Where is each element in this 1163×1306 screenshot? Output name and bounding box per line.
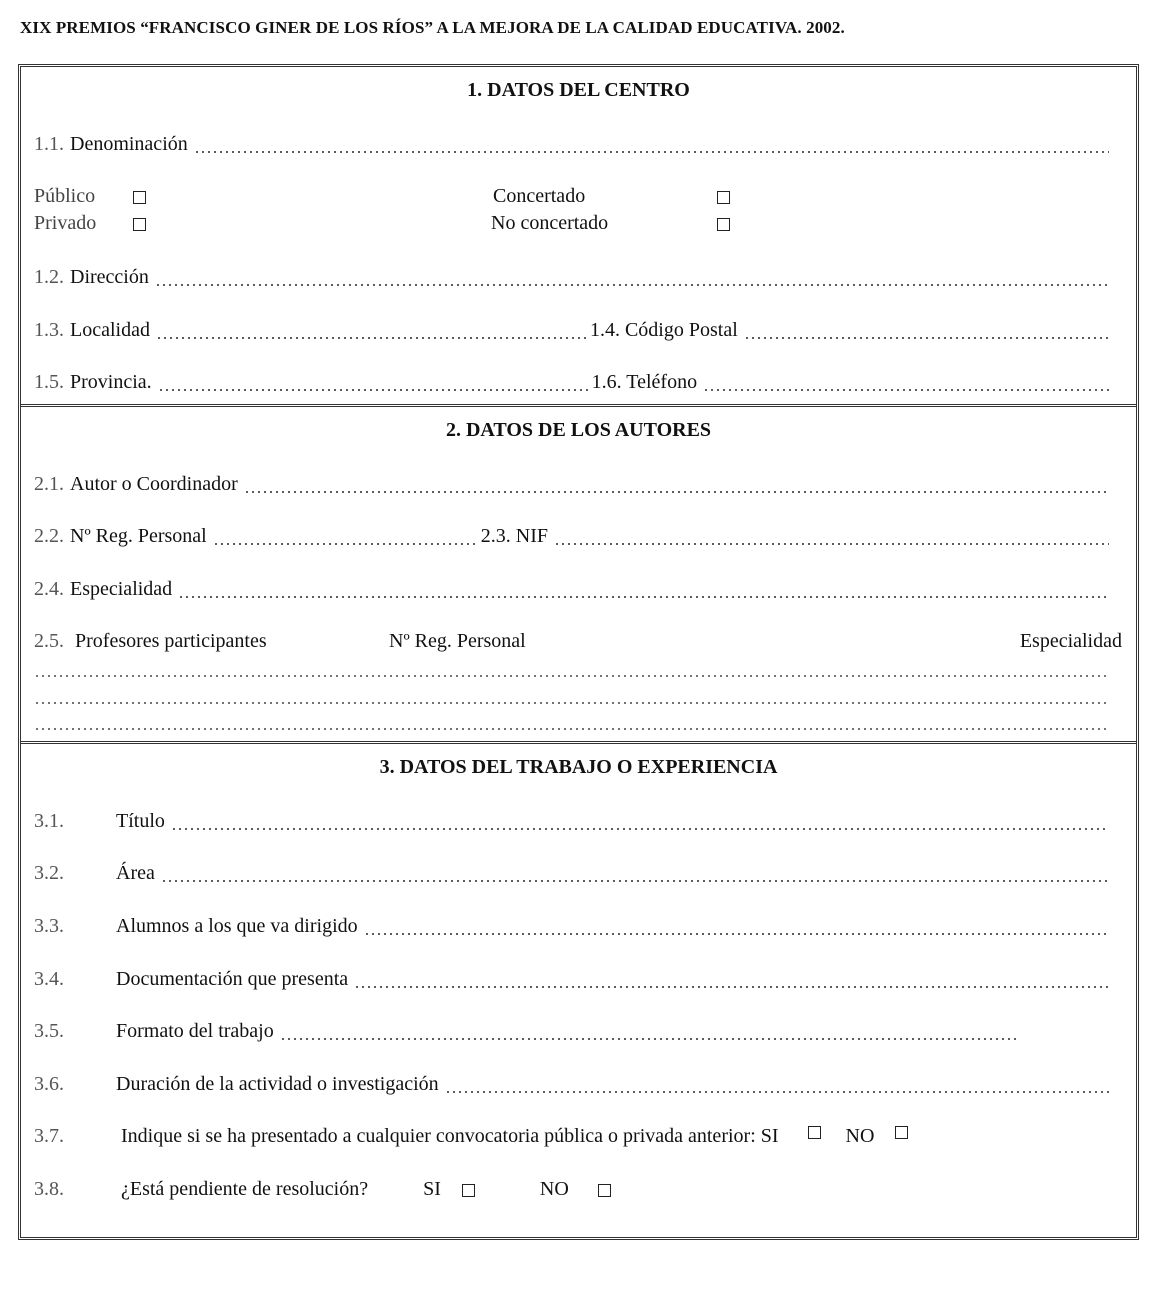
pendiente-si-label: SI [423, 1178, 441, 1200]
no-concertado-checkbox[interactable] [717, 212, 730, 235]
field-alumnos[interactable] [34, 915, 1109, 941]
field-label: Indique si se ha presentado a cualquier convocatoria pública o privada anterior: SI [121, 1125, 779, 1147]
field-number: 1.5. [34, 371, 64, 393]
field-number: 1.1. [34, 133, 64, 155]
field-localidad-cp[interactable] [34, 319, 1109, 345]
field-label: Título [116, 810, 165, 832]
publico-checkbox[interactable] [133, 185, 146, 208]
field-number: 1.3. [34, 319, 64, 341]
field-duracion[interactable] [34, 1073, 1109, 1099]
fill-line[interactable] [194, 151, 1109, 153]
pendiente-si-checkbox[interactable] [462, 1184, 475, 1197]
fill-line-row-2[interactable] [34, 702, 1109, 704]
field-label: Dirección [70, 266, 149, 288]
field-label: Duración de la actividad o investigación [116, 1073, 439, 1095]
convocatoria-no-label: NO [845, 1125, 875, 1147]
no-concertado-label: No concertado [491, 212, 609, 234]
fill-line[interactable] [158, 389, 588, 391]
privado-label: Privado [34, 212, 97, 234]
concertado-label: Concertado [493, 185, 586, 207]
field-label-telefono: 1.6. Teléfono [591, 371, 698, 393]
field-number: 2.5. [34, 630, 64, 652]
fill-line[interactable] [156, 337, 586, 339]
field-provincia-telefono[interactable] [34, 371, 1109, 397]
field-convocatoria [34, 1125, 908, 1148]
field-label: Localidad [70, 319, 150, 341]
field-label: Profesores participantes [75, 630, 267, 652]
fill-line-row-1[interactable] [34, 675, 1109, 677]
field-number: 3.5. [34, 1020, 64, 1042]
field-number: 3.4. [34, 968, 64, 990]
field-label-cp: 1.4. Código Postal [589, 319, 738, 341]
section-datos-centro [21, 67, 1136, 404]
field-reg-personal-nif[interactable] [34, 525, 1109, 551]
field-direccion[interactable] [34, 266, 1109, 292]
fill-line[interactable] [244, 491, 1109, 493]
section-title: 1. DATOS DEL CENTRO [467, 79, 690, 101]
field-number: 3.7. [34, 1125, 64, 1147]
fill-line-row-3[interactable] [34, 728, 1109, 730]
section-datos-autores [21, 404, 1136, 741]
concertado-checkbox[interactable] [717, 185, 730, 208]
fill-line[interactable] [280, 1038, 1020, 1040]
field-number: 3.8. [34, 1178, 64, 1200]
field-label: Área [116, 862, 155, 884]
fill-line[interactable] [213, 543, 477, 545]
field-number: 3.1. [34, 810, 64, 832]
document-header: XIX PREMIOS “FRANCISCO GINER DE LOS RÍOS” A LA MEJORA DE LA CALIDAD EDUCATIVA. 2002. [20, 18, 845, 37]
pendiente-no-label: NO [539, 1178, 569, 1200]
fill-line[interactable] [161, 880, 1109, 882]
fill-line[interactable] [364, 933, 1109, 935]
column-reg-personal: Nº Reg. Personal [389, 630, 526, 652]
field-number: 2.4. [34, 578, 64, 600]
field-label: Denominación [70, 133, 188, 155]
application-form [18, 64, 1139, 1240]
field-label: Documentación que presenta [116, 968, 349, 990]
field-label-nif: 2.3. NIF [480, 525, 548, 547]
field-especialidad[interactable] [34, 578, 1109, 604]
fill-line[interactable] [744, 337, 1109, 339]
field-documentacion[interactable] [34, 968, 1109, 994]
field-number: 3.2. [34, 862, 64, 884]
field-number: 1.2. [34, 266, 64, 288]
publico-label: Público [34, 185, 96, 207]
field-titulo[interactable] [34, 810, 1109, 836]
field-label: Formato del trabajo [116, 1020, 274, 1042]
pendiente-no-checkbox[interactable] [598, 1184, 611, 1197]
section-title: 3. DATOS DEL TRABAJO O EXPERIENCIA [379, 756, 778, 778]
field-label: Autor o Coordinador [70, 473, 238, 495]
fill-line[interactable] [554, 543, 1109, 545]
field-formato[interactable] [34, 1020, 1020, 1046]
field-profesores-header [34, 630, 267, 653]
field-label: Provincia. [70, 371, 152, 393]
field-area[interactable] [34, 862, 1109, 888]
field-label: ¿Está pendiente de resolución? [121, 1178, 369, 1200]
fill-line[interactable] [155, 284, 1109, 286]
field-autor[interactable] [34, 473, 1109, 499]
fill-line[interactable] [178, 596, 1109, 598]
convocatoria-no-checkbox[interactable] [895, 1126, 908, 1139]
field-pendiente [34, 1178, 611, 1201]
field-label: Alumnos a los que va dirigido [116, 915, 358, 937]
section-title: 2. DATOS DE LOS AUTORES [445, 419, 712, 441]
field-number: 3.3. [34, 915, 64, 937]
fill-line[interactable] [171, 828, 1109, 830]
section-datos-trabajo [21, 741, 1136, 1237]
field-number: 2.2. [34, 525, 64, 547]
field-number: 2.1. [34, 473, 64, 495]
field-label: Nº Reg. Personal [70, 525, 207, 547]
fill-line[interactable] [703, 389, 1109, 391]
fill-line[interactable] [445, 1091, 1109, 1093]
column-especialidad: Especialidad [1019, 630, 1122, 652]
field-number: 3.6. [34, 1073, 64, 1095]
convocatoria-si-checkbox[interactable] [808, 1126, 821, 1139]
field-label: Especialidad [70, 578, 173, 600]
field-denominacion[interactable] [34, 133, 1109, 159]
privado-checkbox[interactable] [133, 212, 146, 235]
fill-line[interactable] [354, 986, 1109, 988]
